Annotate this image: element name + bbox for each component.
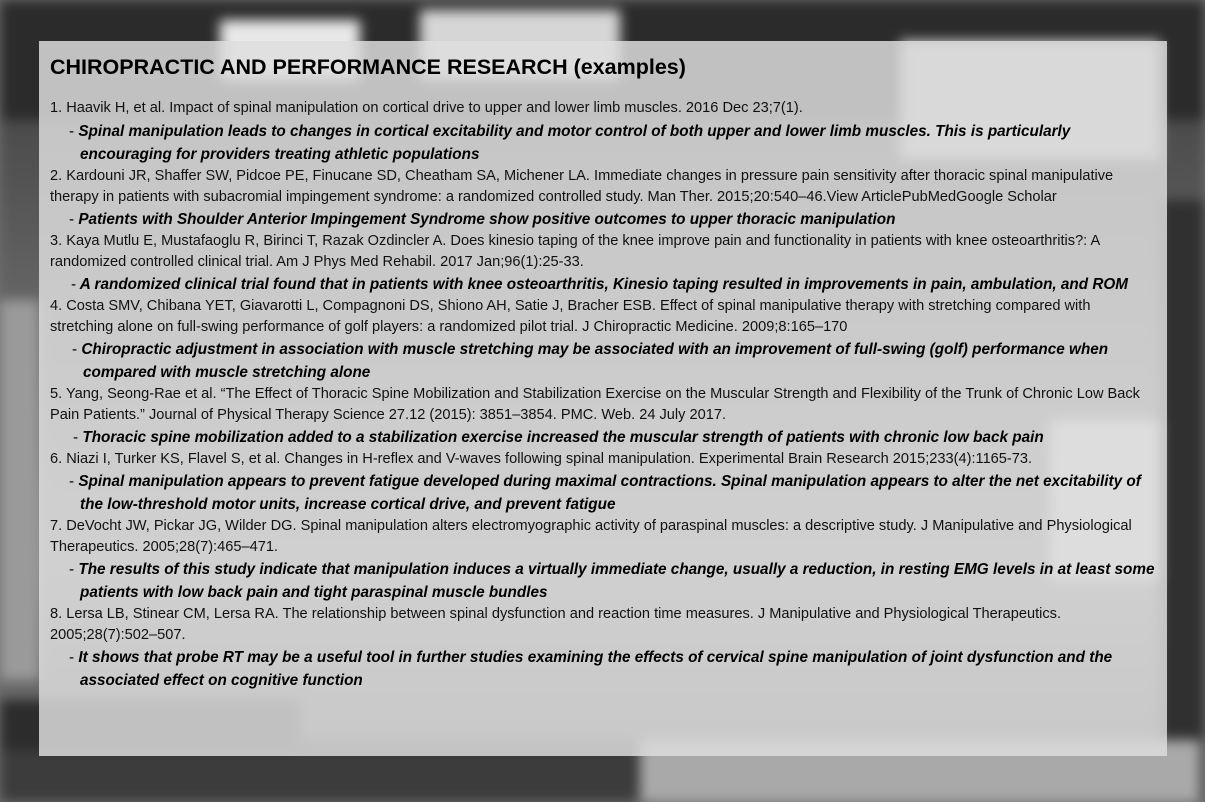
research-panel — [39, 41, 1167, 756]
citation-5: 5. Yang, Seong-Rae et al. “The Effect of Thoracic Spine Mobilization and Stabilization Exercise on the Muscular Strength and Flexibility of the Trunk of Chronic Low Back Pain Patients.” Journal of Physical Therapy Science 27.12 (2015): 3851–3854. PMC. Web. 24 July 2017. — [50, 386, 1140, 423]
summary-7: - The results of this study indicate that manipulation induces a virtually immediate change, usually a reduction, in resting EMG levels in at least some patients with low back pain and tight paraspinal muscle bundles — [69, 561, 1155, 601]
summary-2: - Patients with Shoulder Anterior Impingement Syndrome show positive outcomes to upper thoracic manipulation — [69, 211, 896, 228]
citation-7: 7. DeVocht JW, Pickar JG, Wilder DG. Spinal manipulation alters electromyographic activity of paraspinal muscles: a descriptive study. J Manipulative and Physiological Therapeutics. 2005;28(7):465–471. — [50, 518, 1132, 555]
research-entry-4 — [50, 296, 1155, 384]
research-entry-2 — [50, 166, 1155, 231]
summary-5: - Thoracic spine mobilization added to a stabilization exercise increased the muscular strength of patients with chronic low back pain — [73, 429, 1044, 446]
citation-3: 3. Kaya Mutlu E, Mustafaoglu R, Birinci T, Razak Ozdincler A. Does kinesio taping of the knee improve pain and functionality in patients with knee osteoarthritis?: A randomized controlled clinical trial. Am J Phys Med Rehabil. 2017 Jan;96(1):25-33. — [50, 233, 1100, 270]
summary-8: - It shows that probe RT may be a useful tool in further studies examining the effects of cervical spine manipulation of joint dysfunction and the associated effect on cognitive function — [69, 649, 1113, 689]
research-entry-6 — [50, 449, 1155, 516]
summary-3: - A randomized clinical trial found that in patients with knee osteoarthritis, Kinesio taping resulted in improvements in pain, ambulation, and ROM — [71, 276, 1129, 293]
research-entry-1 — [50, 98, 1155, 166]
research-entry-5 — [50, 384, 1155, 449]
summary-6: - Spinal manipulation appears to prevent fatigue developed during maximal contractions. Spinal manipulation appears to alter the net excitability of the low-threshold motor units, increase cortical drive, and prevent fatigue — [69, 473, 1141, 513]
citation-1: 1. Haavik H, et al. Impact of spinal manipulation on cortical drive to upper and lower limb muscles. 2016 Dec 23;7(1). — [50, 100, 803, 116]
citation-8: 8. Lersa LB, Stinear CM, Lersa RA. The relationship between spinal dysfunction and reaction time measures. J Manipulative and Physiological Therapeutics. 2005;28(7):502–507. — [50, 606, 1062, 643]
citation-6: 6. Niazi I, Turker KS, Flavel S, et al. Changes in H-reflex and V-waves following spinal manipulation. Experimental Brain Research 2015;233(4):1165-73. — [50, 451, 1033, 467]
research-entry-8 — [50, 604, 1155, 692]
page-title: CHIROPRACTIC AND PERFORMANCE RESEARCH (examples) — [50, 55, 686, 79]
research-entry-3 — [50, 231, 1155, 296]
summary-4: - Chiropractic adjustment in association with muscle stretching may be associated with an improvement of full-swing (golf) performance when compared with muscle stretching alone — [72, 341, 1109, 381]
summary-1: - Spinal manipulation leads to changes in cortical excitability and motor control of both upper and lower limb muscles. This is particularly encouraging for providers treating athletic populations — [69, 123, 1071, 163]
citation-2: 2. Kardouni JR, Shaffer SW, Pidcoe PE, Finucane SD, Cheatham SA, Michener LA. Immediate changes in pressure pain sensitivity after thoracic spinal manipulative therapy in patients with subacromial impingement syndrome: a randomized controlled study. Man Ther. 2015;20:540–46.View ArticlePubMedGoogle Scholar — [50, 168, 1114, 205]
research-entry-7 — [50, 516, 1155, 604]
citation-4: 4. Costa SMV, Chibana YET, Giavarotti L, Compagnoni DS, Shiono AH, Satie J, Bracher ESB. Effect of spinal manipulative therapy with stretching compared with stretching alone on full-swing performance of golf players: a randomized pilot trial. J Chiropractic Medicine. 2009;8:165–170 — [50, 298, 1091, 335]
